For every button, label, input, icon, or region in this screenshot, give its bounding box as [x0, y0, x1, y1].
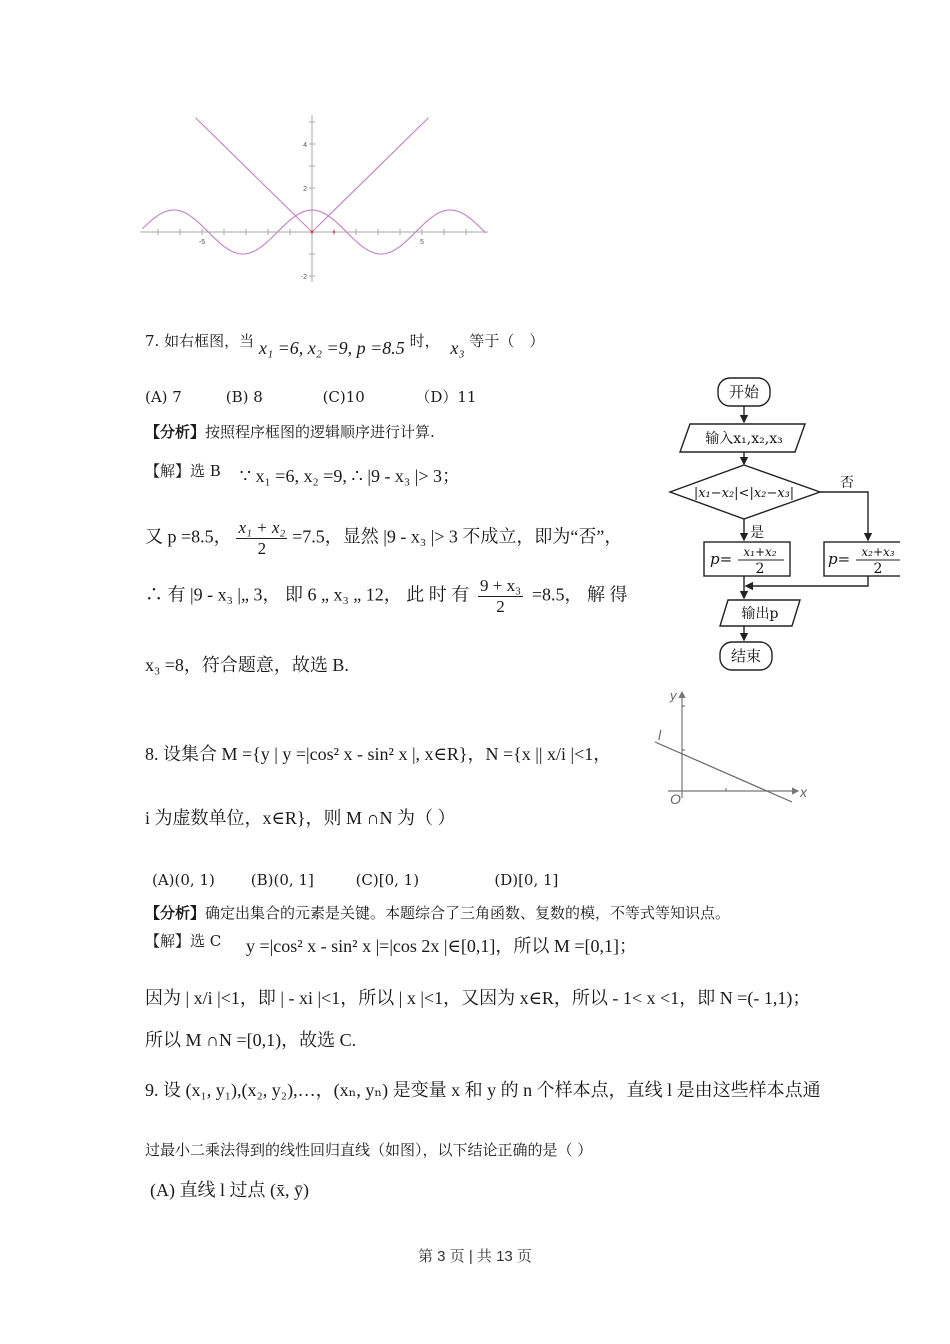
q8-analysis: [145, 903, 730, 923]
q7-sol-line3-a: ∴ 有 |9 - x₃ |„ 3， 即 6 „ x₃ „ 12， 此 时 有: [145, 584, 470, 605]
q7-option-b: (B) 8: [225, 388, 263, 406]
page-footer: 第 3 页 | 共 13 页: [418, 1248, 532, 1265]
q8-analysis-text: 确定出集合的元素是关键。本题综合了三角函数、复数的模，不等式等知识点。: [205, 904, 731, 922]
q7-sol-line3-b: =8.5， 解 得: [531, 584, 628, 605]
q7-stem-mid: 时，: [409, 332, 440, 350]
unit-point: [333, 231, 335, 233]
q9-stem-line2: [145, 1140, 592, 1160]
x-tick-label: -5: [198, 239, 206, 246]
q7-stem-suffix: 等于（ ）: [469, 332, 545, 350]
q8-option-a: (A)(0, 1): [152, 871, 215, 889]
q9-option-a-text: (A) 直线 l 过点 (x̄, ȳ): [150, 1180, 309, 1200]
origin-label: O: [670, 791, 681, 807]
fraction-numerator: 9 + x₃: [480, 576, 522, 595]
q8-sol-line3: 所以 M ∩N =[0,1)，故选 C.: [145, 1030, 357, 1050]
flow-yes-denominator: 2: [755, 561, 765, 577]
q7-solution-line3: [145, 576, 627, 617]
q8-stem-line1: [145, 744, 611, 765]
origin-point: [311, 231, 314, 234]
q8-options: [152, 870, 558, 890]
q8-stem-text-1: 8. 设集合 M ={y | y =|cos² x - sin² x |, x∈R}，N ={x || x/i |<1，: [145, 744, 612, 764]
fraction-denominator: 2: [496, 597, 505, 616]
q7-sol-line4: x₃ =8，符合题意，故选 B.: [145, 655, 349, 675]
q7-sol-line2-fraction: [236, 518, 287, 559]
y-tick-label: 2: [303, 186, 307, 193]
q8-option-c: (C)[0, 1): [355, 871, 420, 889]
q7-analysis: [145, 422, 435, 442]
q8-solution-line1: [145, 930, 637, 956]
flow-no-numerator: x₂+x₃: [861, 545, 895, 559]
regression-figure: [630, 680, 820, 810]
q7-solution-line1: [145, 460, 460, 486]
q7-sol-line2-a: 又 p =8.5，: [145, 526, 232, 547]
q8-option-d: (D)[0, 1]: [494, 871, 559, 889]
q7-analysis-text: 按照程序框图的逻辑顺序进行计算.: [205, 423, 435, 441]
y-axis-label: y: [670, 688, 677, 703]
q9-stem-text-2: 过最小二乘法得到的线性回归直线（如图），以下结论正确的是（ ）: [145, 1141, 593, 1159]
x-axis-label: x: [800, 784, 807, 800]
q7-option-d: （D）11: [415, 388, 477, 406]
q8-stem-text-2: i 为虚数单位，x∈R}，则 M ∩N 为（ ）: [145, 808, 456, 828]
q8-sol-line2: 因为 | x/i |<1，即 | - xi |<1，所以 | x |<1，又因为 x∈R，所以 - 1< x <1，即 N =(- 1,1)；: [145, 988, 811, 1008]
flow-no-label: 否: [840, 475, 854, 491]
q8-stem-line2: [145, 808, 455, 829]
q7-stem-prefix: 7. 如右框图，当: [145, 332, 255, 350]
q8-option-b: (B)(0, 1]: [250, 871, 314, 889]
flowchart: [660, 370, 900, 680]
line-label: l: [658, 727, 662, 743]
fraction-denominator: 2: [257, 539, 267, 558]
fraction-numerator: x₁ + x₂: [238, 518, 286, 537]
flow-no-p: p=: [828, 550, 851, 568]
q9-option-a: [150, 1180, 309, 1201]
q7-stem: [145, 330, 545, 358]
q7-options: [145, 387, 476, 407]
q7-sol-line1: ∵ x₁ =6, x₂ =9, ∴ |9 - x₃ |> 3；: [239, 466, 460, 486]
q7-sol-line2-b: =7.5，显然 |9 - x₃ |> 3 不成立，即为“否”，: [292, 526, 623, 547]
q7-sol-line3-fraction: [478, 576, 523, 617]
flow-output-label: 输出p: [741, 606, 779, 622]
graph-canvas: [140, 110, 490, 290]
flow-condition-label: |x₁−x₂|<|x₂−x₃|: [693, 486, 795, 501]
q8-sol-line1: y =|cos² x - sin² x |=|cos 2x |∈[0,1]，所以 M =[0,1]；: [246, 936, 637, 956]
q7-solution-line2: [145, 518, 622, 559]
flow-yes-numerator: x₁+x₂: [743, 545, 777, 559]
q7-solution-line4: [145, 655, 349, 676]
q9-stem-line1: [145, 1080, 821, 1101]
q7-option-a: (A) 7: [145, 388, 182, 406]
q9-stem-text-1: 9. 设 (x₁, y₁),(x₂, y₂),…，(xₙ, yₙ) 是变量 x 和 y 的 n 个样本点，直线 l 是由这些样本点通: [145, 1080, 821, 1100]
flow-input-label: 输入x₁,x₂,x₃: [705, 431, 783, 447]
q7-option-c: (C)10: [322, 388, 365, 406]
function-graph: [140, 110, 490, 290]
q8-solution-line2: [145, 988, 810, 1009]
flow-yes-label: 是: [750, 525, 764, 541]
x-tick-label: 5: [420, 239, 424, 246]
q8-analysis-label: 【分析】: [145, 904, 206, 922]
q8-solution-label: 【解】选 C: [145, 932, 222, 950]
flow-yes-p: p=: [710, 550, 733, 568]
flow-end-label: 结束: [730, 647, 762, 665]
y-tick-label: -2: [300, 274, 307, 281]
q8-solution-line3: [145, 1030, 356, 1051]
q7-solution-label: 【解】选 B: [145, 462, 221, 480]
q7-stem-math: x₁ =6, x₂ =9, p =8.5: [258, 338, 405, 358]
y-tick-label: 4: [303, 142, 307, 149]
flow-no-denominator: 2: [873, 561, 883, 577]
q7-stem-var: x₃: [450, 338, 465, 358]
flow-start-label: 开始: [728, 383, 760, 401]
q7-analysis-label: 【分析】: [145, 423, 206, 441]
